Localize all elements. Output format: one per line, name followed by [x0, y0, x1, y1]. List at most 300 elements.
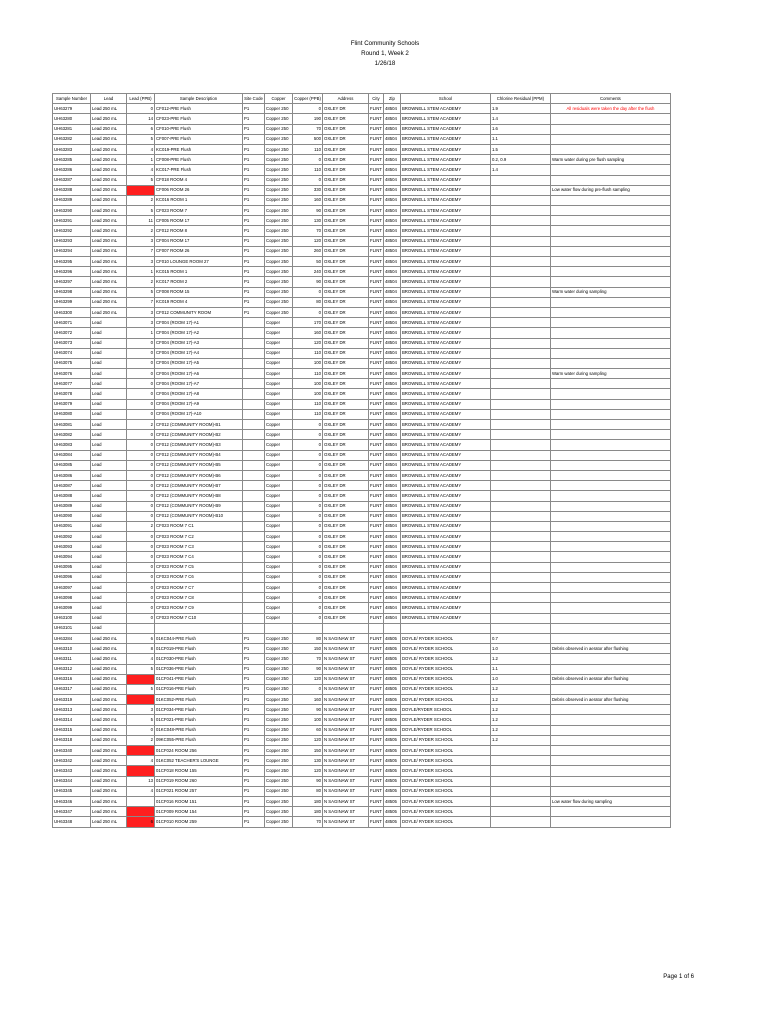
cell-school: BROWNELL STEM ACADEMY — [400, 379, 490, 389]
table-row — [53, 144, 671, 154]
cell-sample-description: 01CF021-PRE Flush — [155, 715, 243, 725]
cell-site-code: P1 — [243, 746, 265, 756]
cell-city: FLINT — [369, 348, 384, 358]
cell-zip: 48504 — [383, 277, 400, 287]
cell-lead: Lead 250 mL — [91, 807, 127, 817]
cell-lead: Lead — [91, 623, 127, 633]
cell-sample-description: 01CF009 ROOM 154 — [155, 807, 243, 817]
cell-copper-ppb: 0 — [293, 307, 323, 317]
cell-school: DOYLE/RYDER SCHOOL — [400, 705, 490, 715]
cell-comments — [550, 318, 670, 328]
cell-school: BROWNELL STEM ACADEMY — [400, 562, 490, 572]
cell-school: BROWNELL STEM ACADEMY — [400, 257, 490, 267]
cell-chlorine-residual — [490, 226, 550, 236]
cell-site-code: P1 — [243, 155, 265, 165]
cell-site-code: P1 — [243, 277, 265, 287]
cell-site-code — [243, 369, 265, 379]
cell-address: OXLEY DR — [323, 226, 369, 236]
table-row — [53, 511, 671, 521]
cell-copper: Copper 250 — [265, 246, 293, 256]
cell-chlorine-residual — [490, 399, 550, 409]
cell-school: BROWNELL STEM ACADEMY — [400, 175, 490, 185]
cell-sample-description: CF023 ROOM 7 C1 — [155, 521, 243, 531]
cell-address: OXLEY DR — [323, 521, 369, 531]
cell-copper-ppb: 0 — [293, 542, 323, 552]
cell-chlorine-residual — [490, 481, 550, 491]
cell-comments — [550, 134, 670, 144]
cell-school: DOYLE/ RYDER SCHOOL — [400, 746, 490, 756]
cell-lead-ppb: 0 — [127, 379, 155, 389]
cell-copper: Copper 250 — [265, 633, 293, 643]
cell-zip: 48505 — [383, 817, 400, 827]
cell-sample-description: 01CF019 ROOM 260 — [155, 776, 243, 786]
cell-site-code: P1 — [243, 735, 265, 745]
cell-city: FLINT — [369, 369, 384, 379]
table-row — [53, 623, 671, 633]
cell-school: BROWNELL STEM ACADEMY — [400, 511, 490, 521]
cell-sample-number: UH63294 — [53, 246, 91, 256]
cell-chlorine-residual — [490, 318, 550, 328]
cell-chlorine-residual — [490, 796, 550, 806]
table-row — [53, 307, 671, 317]
cell-chlorine-residual — [490, 338, 550, 348]
cell-sample-description: CF004 (ROOM 17)-A7 — [155, 379, 243, 389]
cell-copper-ppb: 110 — [293, 144, 323, 154]
cell-comments — [550, 389, 670, 399]
cell-comments — [550, 633, 670, 643]
cell-address: N SAGINAW ST — [323, 807, 369, 817]
cell-address: OXLEY DR — [323, 216, 369, 226]
cell-zip: 48504 — [383, 348, 400, 358]
cell-lead-ppb: 0 — [127, 603, 155, 613]
cell-comments: Debris observed in aerator after flushing — [550, 644, 670, 654]
cell-sample-number: UH63093 — [53, 542, 91, 552]
cell-site-code — [243, 521, 265, 531]
cell-copper: Copper 250 — [265, 725, 293, 735]
cell-lead-ppb — [127, 185, 155, 195]
cell-city: FLINT — [369, 613, 384, 623]
cell-sample-description: CF012 (COMMUNITY ROOM)-B1 — [155, 420, 243, 430]
cell-lead: Lead — [91, 491, 127, 501]
cell-site-code: P1 — [243, 654, 265, 664]
cell-address: N SAGINAW ST — [323, 684, 369, 694]
cell-lead: Lead — [91, 409, 127, 419]
cell-site-code: P1 — [243, 695, 265, 705]
cell-comments — [550, 807, 670, 817]
cell-city: FLINT — [369, 195, 384, 205]
cell-zip: 48504 — [383, 358, 400, 368]
table-row — [53, 267, 671, 277]
cell-chlorine-residual — [490, 409, 550, 419]
cell-address: N SAGINAW ST — [323, 654, 369, 664]
table-row — [53, 226, 671, 236]
cell-zip: 48504 — [383, 481, 400, 491]
cell-copper-ppb: 120 — [293, 735, 323, 745]
table-row — [53, 664, 671, 674]
cell-zip: 48504 — [383, 511, 400, 521]
cell-lead-ppb: 5 — [127, 134, 155, 144]
cell-city: FLINT — [369, 155, 384, 165]
cell-lead: Lead — [91, 572, 127, 582]
cell-lead-ppb: 2 — [127, 735, 155, 745]
cell-sample-description: CF004 (ROOM 17)-A8 — [155, 389, 243, 399]
cell-site-code — [243, 562, 265, 572]
cell-sample-number: UH63315 — [53, 725, 91, 735]
cell-city: FLINT — [369, 226, 384, 236]
cell-lead-ppb: 0 — [127, 409, 155, 419]
cell-school: BROWNELL STEM ACADEMY — [400, 206, 490, 216]
cell-lead-ppb: 1 — [127, 328, 155, 338]
cell-address: OXLEY DR — [323, 593, 369, 603]
cell-address: OXLEY DR — [323, 552, 369, 562]
cell-comments — [550, 195, 670, 205]
cell-city: FLINT — [369, 307, 384, 317]
cell-copper: Copper 250 — [265, 705, 293, 715]
cell-comments — [550, 501, 670, 511]
cell-chlorine-residual — [490, 389, 550, 399]
cell-school: DOYLE/ RYDER SCHOOL — [400, 786, 490, 796]
cell-sample-number: UH63285 — [53, 155, 91, 165]
cell-copper: Copper — [265, 572, 293, 582]
cell-zip: 48504 — [383, 328, 400, 338]
cell-comments — [550, 338, 670, 348]
table-row — [53, 409, 671, 419]
cell-site-code: P1 — [243, 195, 265, 205]
cell-comments — [550, 297, 670, 307]
cell-school: BROWNELL STEM ACADEMY — [400, 287, 490, 297]
cell-copper-ppb: 260 — [293, 246, 323, 256]
cell-chlorine-residual — [490, 348, 550, 358]
table-row — [53, 134, 671, 144]
cell-copper: Copper — [265, 358, 293, 368]
cell-sample-description: 01KC044-PRE Flush — [155, 633, 243, 643]
cell-copper: Copper 250 — [265, 654, 293, 664]
cell-comments — [550, 409, 670, 419]
cell-copper-ppb: 0 — [293, 501, 323, 511]
cell-sample-description: CF023 ROOM 7 C9 — [155, 603, 243, 613]
cell-lead-ppb: 5 — [127, 715, 155, 725]
cell-site-code — [243, 470, 265, 480]
table-row — [53, 766, 671, 776]
cell-zip: 48504 — [383, 450, 400, 460]
cell-city: FLINT — [369, 257, 384, 267]
cell-lead-ppb: 5 — [127, 684, 155, 694]
cell-zip: 48504 — [383, 114, 400, 124]
cell-school: BROWNELL STEM ACADEMY — [400, 216, 490, 226]
cell-lead-ppb: 2 — [127, 277, 155, 287]
cell-sample-description: CF012 (COMMUNITY ROOM)-B6 — [155, 470, 243, 480]
page-number: Page 1 of 6 — [663, 974, 694, 980]
table-row — [53, 542, 671, 552]
cell-city: FLINT — [369, 633, 384, 643]
cell-lead: Lead 250 mL — [91, 695, 127, 705]
col-address: Address — [323, 94, 369, 104]
cell-copper-ppb: 0 — [293, 521, 323, 531]
cell-sample-number: UH63295 — [53, 257, 91, 267]
cell-lead-ppb: 4 — [127, 786, 155, 796]
cell-chlorine-residual — [490, 613, 550, 623]
cell-chlorine-residual: 1.5 — [490, 144, 550, 154]
cell-lead-ppb: 0 — [127, 572, 155, 582]
cell-copper: Copper 250 — [265, 216, 293, 226]
cell-school: DOYLE/ RYDER SCHOOL — [400, 695, 490, 705]
cell-lead-ppb: 6 — [127, 633, 155, 643]
cell-school: BROWNELL STEM ACADEMY — [400, 124, 490, 134]
cell-copper: Copper 250 — [265, 206, 293, 216]
cell-zip: 48505 — [383, 756, 400, 766]
table-row — [53, 104, 671, 114]
cell-lead-ppb: 3 — [127, 257, 155, 267]
cell-school: BROWNELL STEM ACADEMY — [400, 318, 490, 328]
cell-sample-number: UH63101 — [53, 623, 91, 633]
cell-city: FLINT — [369, 735, 384, 745]
cell-lead-ppb: 0 — [127, 725, 155, 735]
cell-city: FLINT — [369, 776, 384, 786]
cell-copper: Copper — [265, 491, 293, 501]
cell-copper: Copper 250 — [265, 104, 293, 114]
cell-site-code: P1 — [243, 725, 265, 735]
cell-school: BROWNELL STEM ACADEMY — [400, 491, 490, 501]
cell-lead: Lead 250 mL — [91, 746, 127, 756]
cell-sample-number: UH63344 — [53, 776, 91, 786]
results-table — [52, 93, 671, 828]
cell-copper-ppb: 0 — [293, 155, 323, 165]
cell-zip: 48504 — [383, 104, 400, 114]
cell-school: BROWNELL STEM ACADEMY — [400, 420, 490, 430]
cell-city: FLINT — [369, 786, 384, 796]
cell-sample-number: UH63094 — [53, 552, 91, 562]
cell-address: OXLEY DR — [323, 430, 369, 440]
cell-copper-ppb: 90 — [293, 664, 323, 674]
cell-address: OXLEY DR — [323, 165, 369, 175]
cell-copper-ppb: 190 — [293, 114, 323, 124]
cell-school: DOYLE/ RYDER SCHOOL — [400, 817, 490, 827]
cell-copper-ppb: 70 — [293, 226, 323, 236]
cell-lead: Lead 250 mL — [91, 654, 127, 664]
cell-lead: Lead 250 mL — [91, 735, 127, 745]
cell-sample-number: UH63096 — [53, 572, 91, 582]
cell-comments: Debris observed in aerator after flushing — [550, 695, 670, 705]
cell-sample-number: UH63281 — [53, 124, 91, 134]
cell-sample-number: UH63298 — [53, 287, 91, 297]
cell-school: DOYLE/ RYDER SCHOOL — [400, 766, 490, 776]
cell-lead-ppb: 14 — [127, 114, 155, 124]
cell-school: BROWNELL STEM ACADEMY — [400, 593, 490, 603]
cell-school: DOYLE/ RYDER SCHOOL — [400, 756, 490, 766]
cell-comments — [550, 623, 670, 633]
cell-copper-ppb: 60 — [293, 725, 323, 735]
cell-address: N SAGINAW ST — [323, 644, 369, 654]
cell-school: DOYLE/ RYDER SCHOOL — [400, 654, 490, 664]
cell-comments — [550, 491, 670, 501]
cell-school: BROWNELL STEM ACADEMY — [400, 338, 490, 348]
cell-lead-ppb: 0 — [127, 104, 155, 114]
cell-lead: Lead 250 mL — [91, 705, 127, 715]
cell-school: BROWNELL STEM ACADEMY — [400, 104, 490, 114]
cell-comments — [550, 470, 670, 480]
cell-city: FLINT — [369, 715, 384, 725]
cell-copper-ppb: 0 — [293, 583, 323, 593]
cell-sample-number: UH63299 — [53, 297, 91, 307]
cell-chlorine-residual — [490, 257, 550, 267]
cell-chlorine-residual — [490, 175, 550, 185]
cell-lead: Lead — [91, 369, 127, 379]
cell-comments — [550, 542, 670, 552]
cell-copper-ppb: 80 — [293, 633, 323, 643]
table-row — [53, 206, 671, 216]
cell-address: OXLEY DR — [323, 572, 369, 582]
cell-city: FLINT — [369, 124, 384, 134]
table-row — [53, 124, 671, 134]
col-city: City — [369, 94, 384, 104]
cell-lead-ppb: 0 — [127, 491, 155, 501]
cell-sample-description: 01CF010 ROOM 259 — [155, 817, 243, 827]
cell-sample-number: UH63085 — [53, 460, 91, 470]
cell-sample-description: CF023 ROOM 7 C10 — [155, 613, 243, 623]
cell-copper-ppb: 50 — [293, 257, 323, 267]
cell-copper-ppb: 0 — [293, 430, 323, 440]
cell-school: DOYLE/ RYDER SCHOOL — [400, 664, 490, 674]
cell-lead: Lead 250 mL — [91, 246, 127, 256]
cell-lead: Lead 250 mL — [91, 766, 127, 776]
cell-zip: 48504 — [383, 613, 400, 623]
cell-sample-number: UH63290 — [53, 206, 91, 216]
cell-lead: Lead — [91, 542, 127, 552]
cell-sample-description: 01CF018 ROOM 155 — [155, 766, 243, 776]
cell-copper-ppb: 0 — [293, 104, 323, 114]
cell-sample-number: UH63317 — [53, 684, 91, 694]
cell-copper: Copper 250 — [265, 124, 293, 134]
table-row — [53, 613, 671, 623]
cell-city: FLINT — [369, 216, 384, 226]
cell-sample-number: UH63082 — [53, 430, 91, 440]
cell-comments: All residuals were taken the day after the flush — [550, 104, 670, 114]
cell-copper-ppb: 110 — [293, 399, 323, 409]
cell-site-code: P1 — [243, 297, 265, 307]
cell-sample-number: UH63340 — [53, 746, 91, 756]
cell-city: FLINT — [369, 389, 384, 399]
cell-comments — [550, 277, 670, 287]
cell-sample-description: CF023 ROOM 7 — [155, 206, 243, 216]
cell-site-code: P1 — [243, 165, 265, 175]
cell-copper-ppb: 0 — [293, 440, 323, 450]
cell-site-code: P1 — [243, 684, 265, 694]
cell-city: FLINT — [369, 817, 384, 827]
cell-copper: Copper 250 — [265, 226, 293, 236]
cell-city: FLINT — [369, 695, 384, 705]
cell-city: FLINT — [369, 318, 384, 328]
cell-sample-number: UH63072 — [53, 328, 91, 338]
cell-sample-number: UH63073 — [53, 338, 91, 348]
cell-city: FLINT — [369, 511, 384, 521]
cell-sample-number: UH63081 — [53, 420, 91, 430]
cell-comments — [550, 236, 670, 246]
cell-sample-number: UH63279 — [53, 104, 91, 114]
cell-city: FLINT — [369, 460, 384, 470]
cell-lead-ppb: 1 — [127, 267, 155, 277]
cell-school: BROWNELL STEM ACADEMY — [400, 134, 490, 144]
cell-site-code: P1 — [243, 807, 265, 817]
table-header-row — [53, 94, 671, 104]
cell-copper: Copper 250 — [265, 267, 293, 277]
cell-address: OXLEY DR — [323, 134, 369, 144]
cell-sample-description: 01CF030-PRE Flush — [155, 654, 243, 664]
col-sample-number: Sample Number — [53, 94, 91, 104]
cell-sample-description: 01KC052-PRE Flush — [155, 695, 243, 705]
cell-address: OXLEY DR — [323, 144, 369, 154]
cell-address: OXLEY DR — [323, 542, 369, 552]
cell-school: BROWNELL STEM ACADEMY — [400, 603, 490, 613]
cell-zip: 48504 — [383, 552, 400, 562]
cell-site-code — [243, 389, 265, 399]
cell-address: OXLEY DR — [323, 470, 369, 480]
cell-chlorine-residual — [490, 532, 550, 542]
cell-school: DOYLE/ RYDER SCHOOL — [400, 735, 490, 745]
cell-chlorine-residual: 1.6 — [490, 124, 550, 134]
cell-sample-description: 01CF016 ROOM 151 — [155, 796, 243, 806]
cell-lead: Lead 250 mL — [91, 684, 127, 694]
cell-site-code: P1 — [243, 267, 265, 277]
cell-sample-number: UH63284 — [53, 633, 91, 643]
table-row — [53, 796, 671, 806]
cell-sample-number: UH63095 — [53, 562, 91, 572]
cell-sample-description: 01CF021 ROOM 257 — [155, 786, 243, 796]
cell-site-code: P1 — [243, 257, 265, 267]
cell-sample-number: UH63283 — [53, 144, 91, 154]
cell-sample-number: UH63084 — [53, 450, 91, 460]
cell-copper: Copper 250 — [265, 776, 293, 786]
cell-site-code: P1 — [243, 633, 265, 643]
cell-zip: 48504 — [383, 165, 400, 175]
cell-address: OXLEY DR — [323, 460, 369, 470]
cell-sample-number: UH63347 — [53, 807, 91, 817]
cell-city: FLINT — [369, 705, 384, 715]
cell-lead: Lead 250 mL — [91, 633, 127, 643]
cell-school: BROWNELL STEM ACADEMY — [400, 267, 490, 277]
cell-sample-description: CF010 LOUNGE ROOM 27 — [155, 257, 243, 267]
cell-city: FLINT — [369, 297, 384, 307]
cell-sample-description: 01KC052 TEACHER'S LOUNGE — [155, 756, 243, 766]
cell-lead: Lead 250 mL — [91, 674, 127, 684]
table-row — [53, 786, 671, 796]
cell-address: OXLEY DR — [323, 307, 369, 317]
cell-city: FLINT — [369, 583, 384, 593]
cell-sample-number: UH63092 — [53, 532, 91, 542]
cell-address: N SAGINAW ST — [323, 796, 369, 806]
table-row — [53, 583, 671, 593]
cell-chlorine-residual — [490, 267, 550, 277]
cell-lead: Lead — [91, 481, 127, 491]
cell-lead: Lead — [91, 552, 127, 562]
cell-zip: 48505 — [383, 715, 400, 725]
cell-site-code: P1 — [243, 144, 265, 154]
cell-sample-description: CF012 (COMMUNITY ROOM)-B4 — [155, 450, 243, 460]
cell-chlorine-residual — [490, 277, 550, 287]
cell-copper: Copper — [265, 470, 293, 480]
cell-comments — [550, 552, 670, 562]
cell-zip: 48504 — [383, 257, 400, 267]
cell-chlorine-residual — [490, 206, 550, 216]
cell-lead: Lead 250 mL — [91, 104, 127, 114]
cell-lead: Lead — [91, 521, 127, 531]
cell-lead: Lead 250 mL — [91, 725, 127, 735]
cell-lead: Lead 250 mL — [91, 786, 127, 796]
cell-lead-ppb: 2 — [127, 420, 155, 430]
cell-address: OXLEY DR — [323, 195, 369, 205]
cell-copper-ppb — [293, 623, 323, 633]
table-row — [53, 257, 671, 267]
cell-copper: Copper — [265, 521, 293, 531]
